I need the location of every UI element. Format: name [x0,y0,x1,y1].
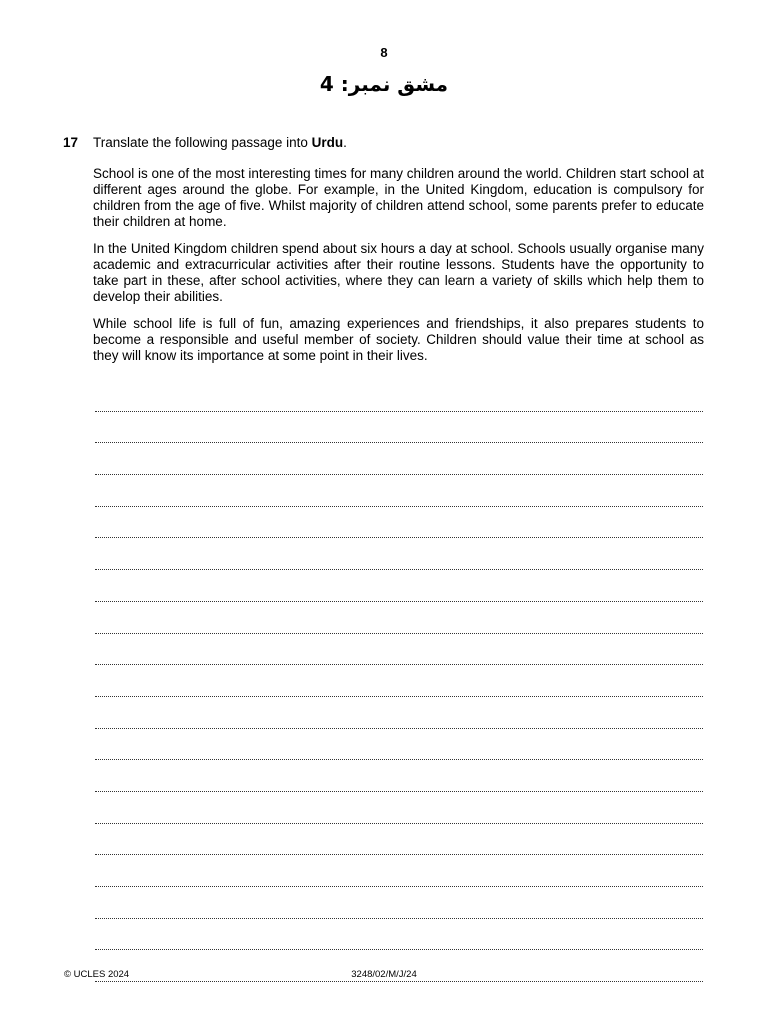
answer-line[interactable] [95,570,703,602]
copyright-notice: © UCLES 2024 [64,969,130,980]
instruction-suffix: . [343,135,347,150]
passage-paragraph: In the United Kingdom children spend about six hours a day at school. Schools usually organise many academic and extracurricular activities after their routine lessons. Students have the opportunity to take part in these, after school activities, where they can learn a variety of skills which help them to develop their abilities. [93,241,704,304]
translation-passage [93,166,704,375]
question-number: 17 [63,135,79,150]
answer-line[interactable] [95,824,703,856]
answer-line[interactable] [95,729,703,761]
instruction-language: Urdu [311,135,344,150]
answer-line[interactable] [95,507,703,539]
passage-paragraph: School is one of the most interesting times for many children around the world. Children start school at different ages around the globe. For example, in the United Kingdom, education is compulsory for children from the age of five. Whilst majority of children attend school, some parents prefer to educate their children at home. [93,166,704,229]
answer-line[interactable] [95,443,703,475]
page-number: 8 [380,45,388,60]
answer-line[interactable] [95,792,703,824]
answer-line[interactable] [95,855,703,887]
answer-line[interactable] [95,887,703,919]
answer-line[interactable] [95,380,703,412]
answer-line[interactable] [95,634,703,666]
answer-line[interactable] [95,412,703,444]
answer-line[interactable] [95,760,703,792]
answer-area[interactable] [95,380,703,982]
answer-line[interactable] [95,475,703,507]
answer-line[interactable] [95,538,703,570]
answer-line[interactable] [95,919,703,951]
answer-line[interactable] [95,665,703,697]
instruction-prefix: Translate the following passage into [93,135,312,150]
paper-code: 3248/02/M/J/24 [351,969,417,980]
exercise-heading: مشق نمبر: 4 [319,72,449,96]
answer-line[interactable] [95,697,703,729]
question-instruction [93,135,347,150]
answer-line[interactable] [95,602,703,634]
passage-paragraph: While school life is full of fun, amazing experiences and friendships, it also prepares students to become a responsible and useful member of society. Children should value their time at school as they will know its importance at some point in their lives. [93,316,704,363]
